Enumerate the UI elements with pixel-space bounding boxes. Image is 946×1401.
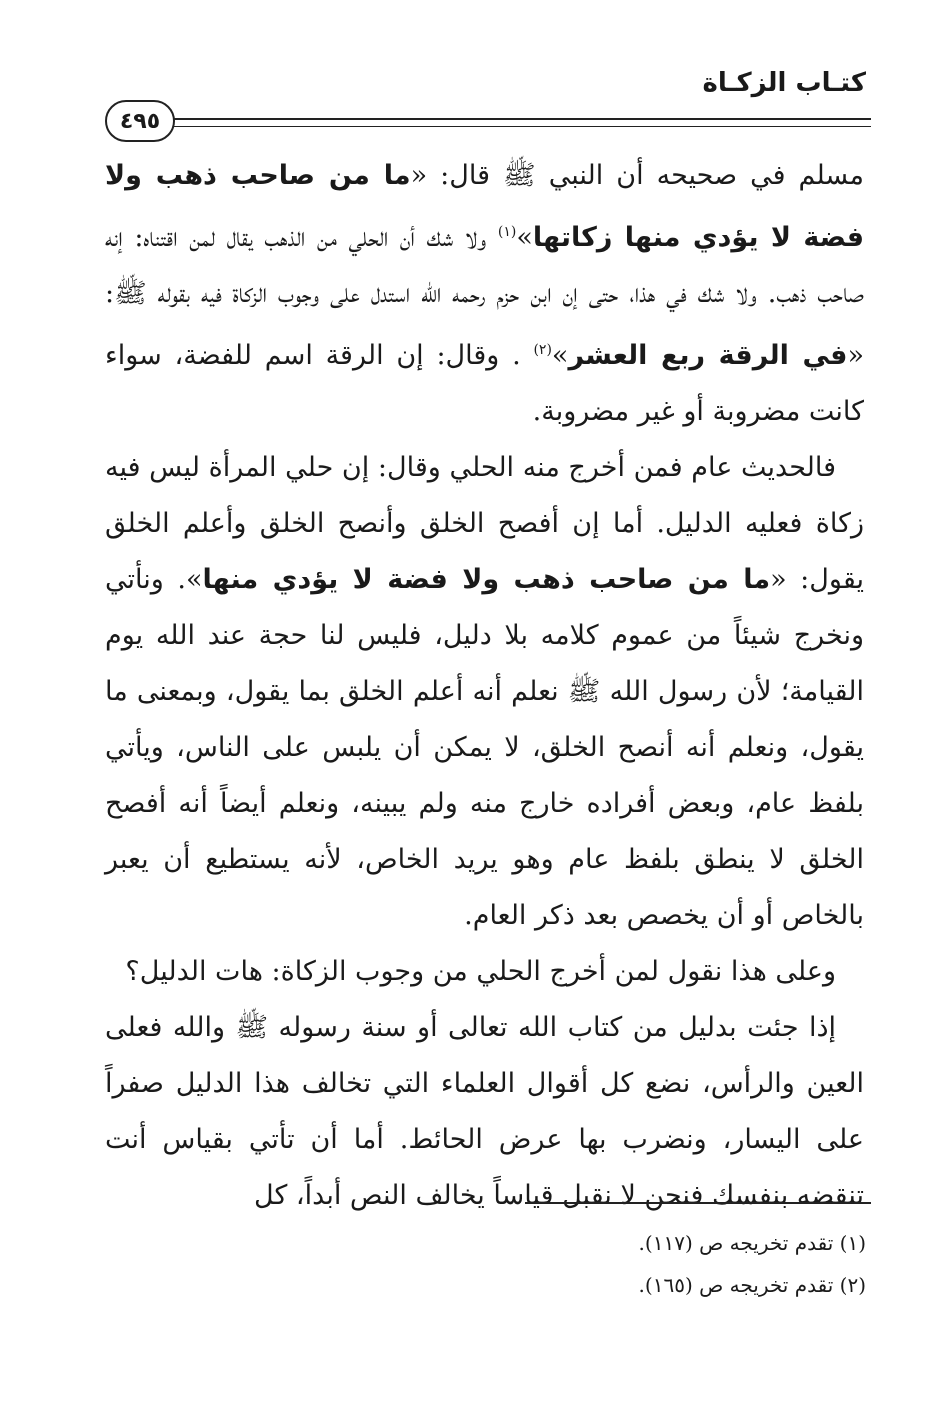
paragraph-3: وعلى هذا نقول لمن أخرج الحلي من وجوب الزكاة: هات الدليل؟ [125,956,836,987]
body-text [105,148,864,1224]
paragraph-1: مسلم في صحيحه أن النبي ﷺ قال: «ما من صاحب ذهب ولا فضة لا يؤدي منها زكاتها»$^{(١)}$ ولا شك أن الحلي من الذهب يقال لمن اقتناه: إنه صاحب ذهب. ولا شك في هذا، حتى إن ابن حزم رحمه الله استدل على وجوب الزكاة فيه بقوله ﷺ: «في الرقة ربع العشر»$^{(٢)}$ . وقال: إن الرقة اسم للفضة، سواء كانت مضروبة أو غير مضروبة. [105,160,864,427]
chapter-title: كتـاب الزكـاة [702,68,866,98]
footnotes [639,1222,866,1306]
footnote-ref-1: (١) [497,224,517,240]
hadith-quote: ما من صاحب ذهب ولا فضة لا يؤدي منها [202,564,771,595]
paragraph-4: إذا جئت بدليل من كتاب الله تعالى أو سنة رسوله ﷺ والله فعلى العين والرأس، نضع كل أقوال العلماء التي تخالف هذا الدليل صفراً على اليسار، ونضرب بها عرض الحائط. أما أن تأتي بقياس أنت تنقضه بنفسك فنحن لا نقبل قياساً يخالف النص أبداً، كل [105,1012,864,1211]
footnote-rule [525,1202,871,1204]
header-rule [165,118,871,127]
hadith-quote: ما من صاحب ذهب ولا فضة لا يؤدي منها زكاتها [105,160,864,253]
page-number: ٤٩٥ [105,100,175,142]
footnote-1: (١) تقدم تخريجه ص (١١٧). [638,1231,866,1255]
footnote-2: (٢) تقدم تخريجه ص (١٦٥). [638,1273,866,1297]
paragraph-2: فالحديث عام فمن أخرج منه الحلي وقال: إن حلي المرأة ليس فيه زكاة فعليه الدليل. أما إن أفصح الخلق وأنصح الخلق وأعلم الخلق يقول: «ما من صاحب ذهب ولا فضة لا يؤدي منها». ونأتي ونخرج شيئاً من عموم كلامه بلا دليل، فليس لنا حجة عند الله يوم القيامة؛ لأن رسول الله ﷺ نعلم أنه أعلم الخلق بما يقول، وبمعنى ما يقول، ونعلم أنه أنصح الخلق، لا يمكن أن يلبس على الناس، ويأتي بلفظ عام، وبعض أفراده خارج منه ولم يبينه، ونعلم أيضاً أنه أفصح الخلق لا ينطق بلفظ عام وهو يريد الخاص، لأنه يستطيع أن يعبر بالخاص أو أن يخصص بعد ذكر العام. [105,452,865,931]
footnote-ref-2: (٢) [533,342,552,358]
hadith-quote: في الرقة ربع العشر [568,340,848,371]
